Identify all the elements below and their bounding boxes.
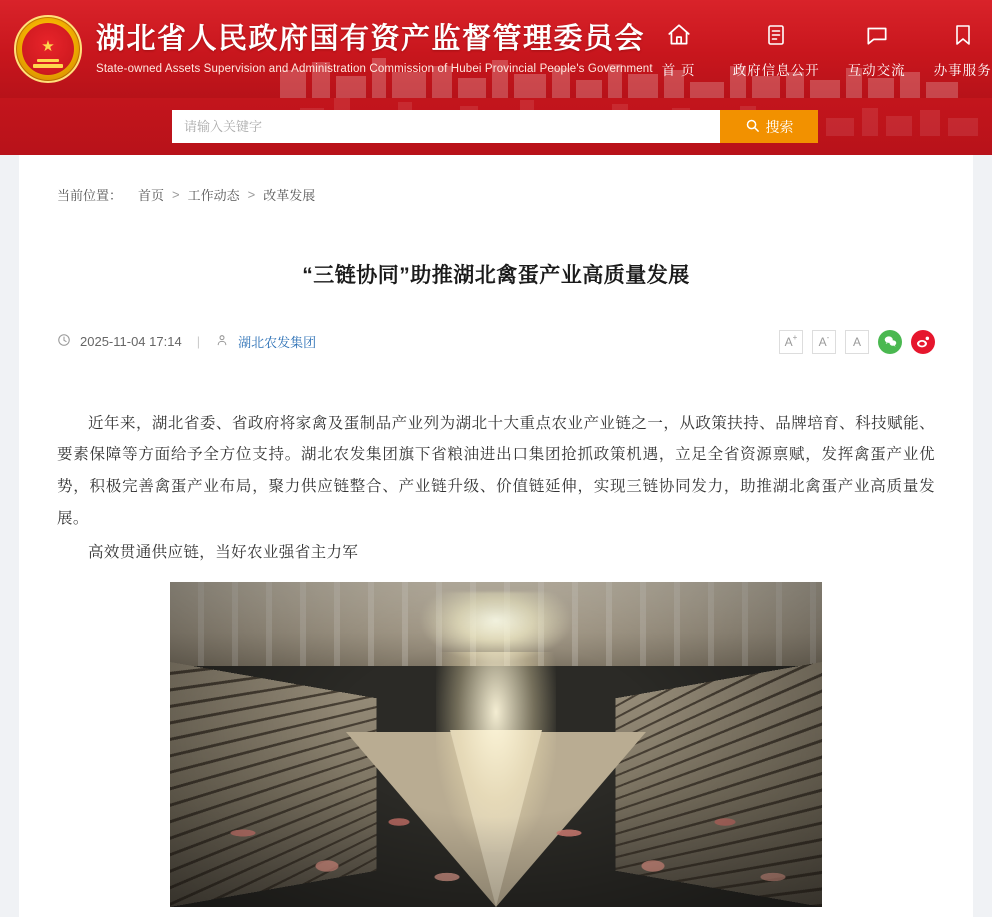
site-title-cn: 湖北省人民政府国有资产监督管理委员会: [96, 23, 646, 56]
chat-icon: [864, 20, 890, 50]
article-datetime: 2025-11-04 17:14: [80, 334, 182, 349]
font-size-default[interactable]: [845, 330, 869, 354]
nav-item-services[interactable]: [934, 20, 992, 79]
font-size-decrease[interactable]: [812, 330, 836, 354]
article-meta: [57, 330, 935, 358]
page-title: “三链协同”助推湖北禽蛋产业高质量发展: [302, 264, 690, 287]
search-input[interactable]: [172, 110, 720, 143]
breadcrumb-label: 当前位置：: [57, 188, 123, 203]
user-icon: [215, 333, 229, 350]
article-source[interactable]: 湖北农发集团: [238, 335, 317, 350]
breadcrumb: [57, 155, 935, 204]
article-figure: [57, 582, 935, 917]
font-size-decrease-sup: -: [826, 333, 830, 342]
search-bar: [0, 98, 992, 155]
home-icon: [666, 20, 692, 50]
page-container: [0, 155, 992, 917]
article-body: [57, 408, 935, 917]
breadcrumb-item-home[interactable]: 首页: [138, 188, 165, 203]
nav-label-home: 首 页: [661, 62, 696, 78]
nav-item-government-info[interactable]: [733, 20, 820, 79]
article-paragraph-2: 高效贯通供应链，当好农业强省主力军: [88, 543, 359, 561]
breadcrumb-separator-1: >: [172, 187, 180, 202]
font-size-increase-label: A: [784, 334, 793, 349]
poultry-house-photo: [170, 582, 822, 907]
search-button[interactable]: [720, 110, 818, 143]
nav-label-services: 办事服务: [933, 62, 992, 78]
site-title-en: State-owned Assets Supervision and Administration Commission of Hubei Provincial People's Government: [96, 62, 653, 75]
font-size-decrease-label: A: [818, 334, 827, 349]
site-title-block: [96, 23, 653, 74]
nav-item-home[interactable]: [653, 20, 705, 79]
font-size-increase[interactable]: [779, 330, 803, 354]
font-size-default-label: A: [852, 334, 861, 349]
article-paragraph-1: 近年来，湖北省委、省政府将家禽及蛋制品产业列为湖北十大重点农业产业链之一，从政策扶持、品牌培育、科技赋能、要素保障等方面给予全方位支持。湖北农发集团旗下省粮油进出口集团抢抓政策机遇，立足全省资源禀赋，发挥禽蛋产业优势，积极完善禽蛋产业布局，聚力供应链整合、产业链升级、价值链延伸，实现三链协同发力，助推湖北禽蛋产业高质量发展。: [57, 414, 935, 527]
main-navigation: [653, 20, 992, 79]
meta-separator: |: [196, 334, 201, 349]
document-icon: [764, 20, 788, 50]
breadcrumb-item-reform-development[interactable]: 改革发展: [263, 188, 316, 203]
nav-label-government-info: 政府信息公开: [732, 62, 820, 78]
nav-item-interaction[interactable]: [848, 20, 906, 79]
search-icon: [745, 118, 760, 136]
clock-icon: [57, 333, 71, 350]
wechat-share-icon[interactable]: [878, 330, 902, 354]
font-size-increase-sup: +: [792, 333, 798, 342]
search-button-label: 搜索: [765, 118, 794, 135]
breadcrumb-item-work-updates[interactable]: 工作动态: [187, 188, 240, 203]
breadcrumb-separator-2: >: [247, 187, 256, 202]
site-header: [0, 0, 992, 98]
article-card: [19, 155, 973, 917]
weibo-share-icon[interactable]: [911, 330, 935, 354]
bookmark-icon: [951, 20, 975, 50]
national-emblem: ★: [14, 15, 82, 83]
nav-label-interaction: 互动交流: [847, 62, 906, 78]
